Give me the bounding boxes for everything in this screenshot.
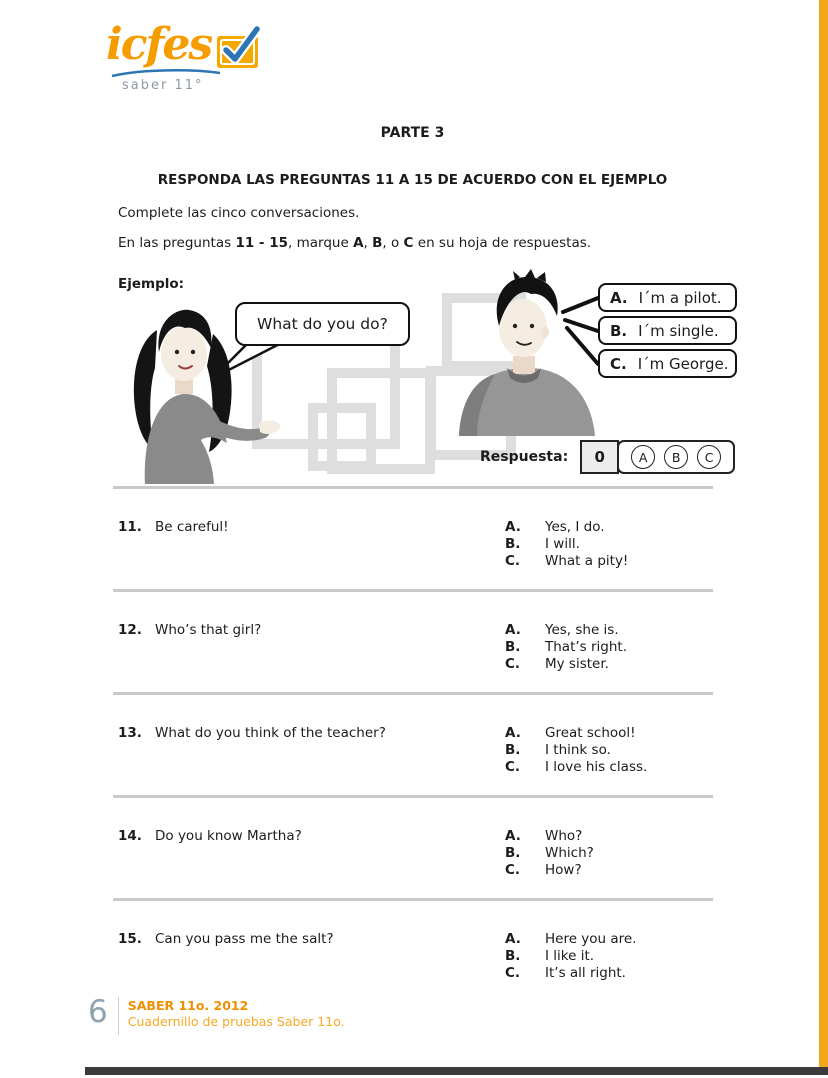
option-text: Who? [545, 828, 583, 844]
option-letter: A. [505, 519, 521, 535]
option-letter: C. [505, 656, 521, 672]
answer-label: Respuesta: [480, 449, 569, 465]
option-text: I like it. [545, 948, 595, 964]
question-11-block [85, 489, 740, 587]
example-label: Ejemplo: [118, 276, 185, 292]
question-text: What do you think of the teacher? [155, 725, 386, 741]
page-footer [88, 995, 345, 1035]
option-b [505, 742, 647, 759]
option-text: Which? [545, 845, 594, 861]
option-a [505, 622, 627, 639]
question-number: 14. [118, 828, 142, 844]
answer-bubble-b: B [664, 445, 688, 469]
answer-bubbles [617, 440, 735, 474]
option-text: It’s all right. [545, 965, 626, 981]
option-text: Here you are. [545, 931, 637, 947]
option-a [505, 931, 637, 948]
option-text: Great school! [545, 725, 636, 741]
example-option-a [598, 283, 737, 312]
option-letter: A. [610, 288, 628, 307]
question-number: 15. [118, 931, 142, 947]
callout-pointers [563, 298, 598, 364]
example-option-c [598, 349, 737, 378]
instructions-title: RESPONDA LAS PREGUNTAS 11 A 15 DE ACUERDO CON EL EJEMPLO [157, 172, 668, 188]
option-text: That’s right. [545, 639, 627, 655]
instruction-segment: en su hoja de respuestas. [413, 235, 592, 251]
option-letter: C. [505, 965, 521, 981]
question-number: 12. [118, 622, 142, 638]
page-number: 6 [88, 994, 108, 1030]
icfes-logo [106, 19, 263, 93]
option-letter: A. [505, 931, 521, 947]
option-letter: A. [505, 828, 521, 844]
option-c [505, 965, 637, 982]
footer-divider [118, 997, 119, 1035]
question-text: Do you know Martha? [155, 828, 302, 844]
option-text: Yes, I do. [545, 519, 605, 535]
instruction-bold-range: 11 - 15 [235, 235, 289, 251]
option-b [505, 536, 628, 553]
option-letter: B. [505, 948, 521, 964]
option-letter: A. [505, 622, 521, 638]
option-letter: C. [505, 759, 521, 775]
option-text: I love his class. [545, 759, 648, 775]
option-b [505, 845, 594, 862]
footer-title: SABER 11o. 2012 [127, 998, 249, 1013]
logo-tagline: saber 11° [122, 78, 204, 93]
instruction-bold-c: C [403, 235, 414, 251]
answer-bubble-c: C [697, 445, 721, 469]
example-answer-row [480, 440, 735, 474]
option-a [505, 725, 647, 742]
instruction-segment: , marque [288, 235, 354, 251]
speech-bubble: What do you do? [235, 302, 410, 346]
footer-subtitle: Cuadernillo de pruebas Saber 11o. [127, 1014, 345, 1029]
question-15-block [85, 901, 740, 999]
question-options [505, 519, 628, 570]
option-c [505, 862, 594, 879]
option-letter: A. [505, 725, 521, 741]
option-text: I think so. [545, 742, 611, 758]
option-letter: B. [505, 536, 521, 552]
option-text: I´m George. [637, 354, 729, 373]
example-option-b [598, 316, 737, 345]
question-number: 13. [118, 725, 142, 741]
option-text: Yes, she is. [545, 622, 619, 638]
option-c [505, 759, 647, 776]
instruction-line-1: Complete las cinco conversaciones. [118, 205, 360, 221]
option-letter: C. [505, 553, 521, 569]
instruction-bold-b: B [372, 235, 383, 251]
answer-bubble-a: A [631, 445, 655, 469]
option-a [505, 519, 628, 536]
option-text: I´m a pilot. [638, 288, 722, 307]
right-edge-stripe [819, 0, 828, 1067]
question-text: Who’s that girl? [155, 622, 262, 638]
question-13-block [85, 695, 740, 793]
page-content [85, 115, 740, 999]
question-number: 11. [118, 519, 142, 535]
question-12-block [85, 592, 740, 690]
option-b [505, 639, 627, 656]
option-text: I´m single. [638, 321, 719, 340]
instruction-line-2 [85, 235, 740, 252]
question-options [505, 931, 637, 982]
example-illustration [85, 268, 740, 484]
icfes-check-icon [215, 24, 263, 70]
icfes-wordmark: icfes [106, 19, 212, 70]
option-text: My sister. [545, 656, 609, 672]
option-letter: C. [505, 862, 521, 878]
option-text: How? [545, 862, 582, 878]
option-letter: B. [505, 742, 521, 758]
option-letter: B. [505, 639, 521, 655]
part-title: PARTE 3 [380, 125, 445, 141]
question-options [505, 828, 594, 879]
answer-number-box: 0 [580, 440, 619, 474]
option-c [505, 656, 627, 673]
option-a [505, 828, 594, 845]
option-letter: B. [505, 845, 521, 861]
question-14-block [85, 798, 740, 896]
instruction-bold-a: A [353, 235, 364, 251]
option-b [505, 948, 637, 965]
instruction-segment: , o [382, 235, 404, 251]
question-text: Can you pass me the salt? [155, 931, 334, 947]
question-text: Be careful! [155, 519, 229, 535]
option-letter: B. [610, 321, 628, 340]
instruction-segment: , [363, 235, 373, 251]
question-options [505, 725, 647, 776]
option-text: I will. [545, 536, 580, 552]
option-letter: C. [610, 354, 627, 373]
option-c [505, 553, 628, 570]
bottom-bar [85, 1067, 828, 1075]
option-text: What a pity! [545, 553, 629, 569]
question-options [505, 622, 627, 673]
instruction-segment: En las preguntas [118, 235, 236, 251]
